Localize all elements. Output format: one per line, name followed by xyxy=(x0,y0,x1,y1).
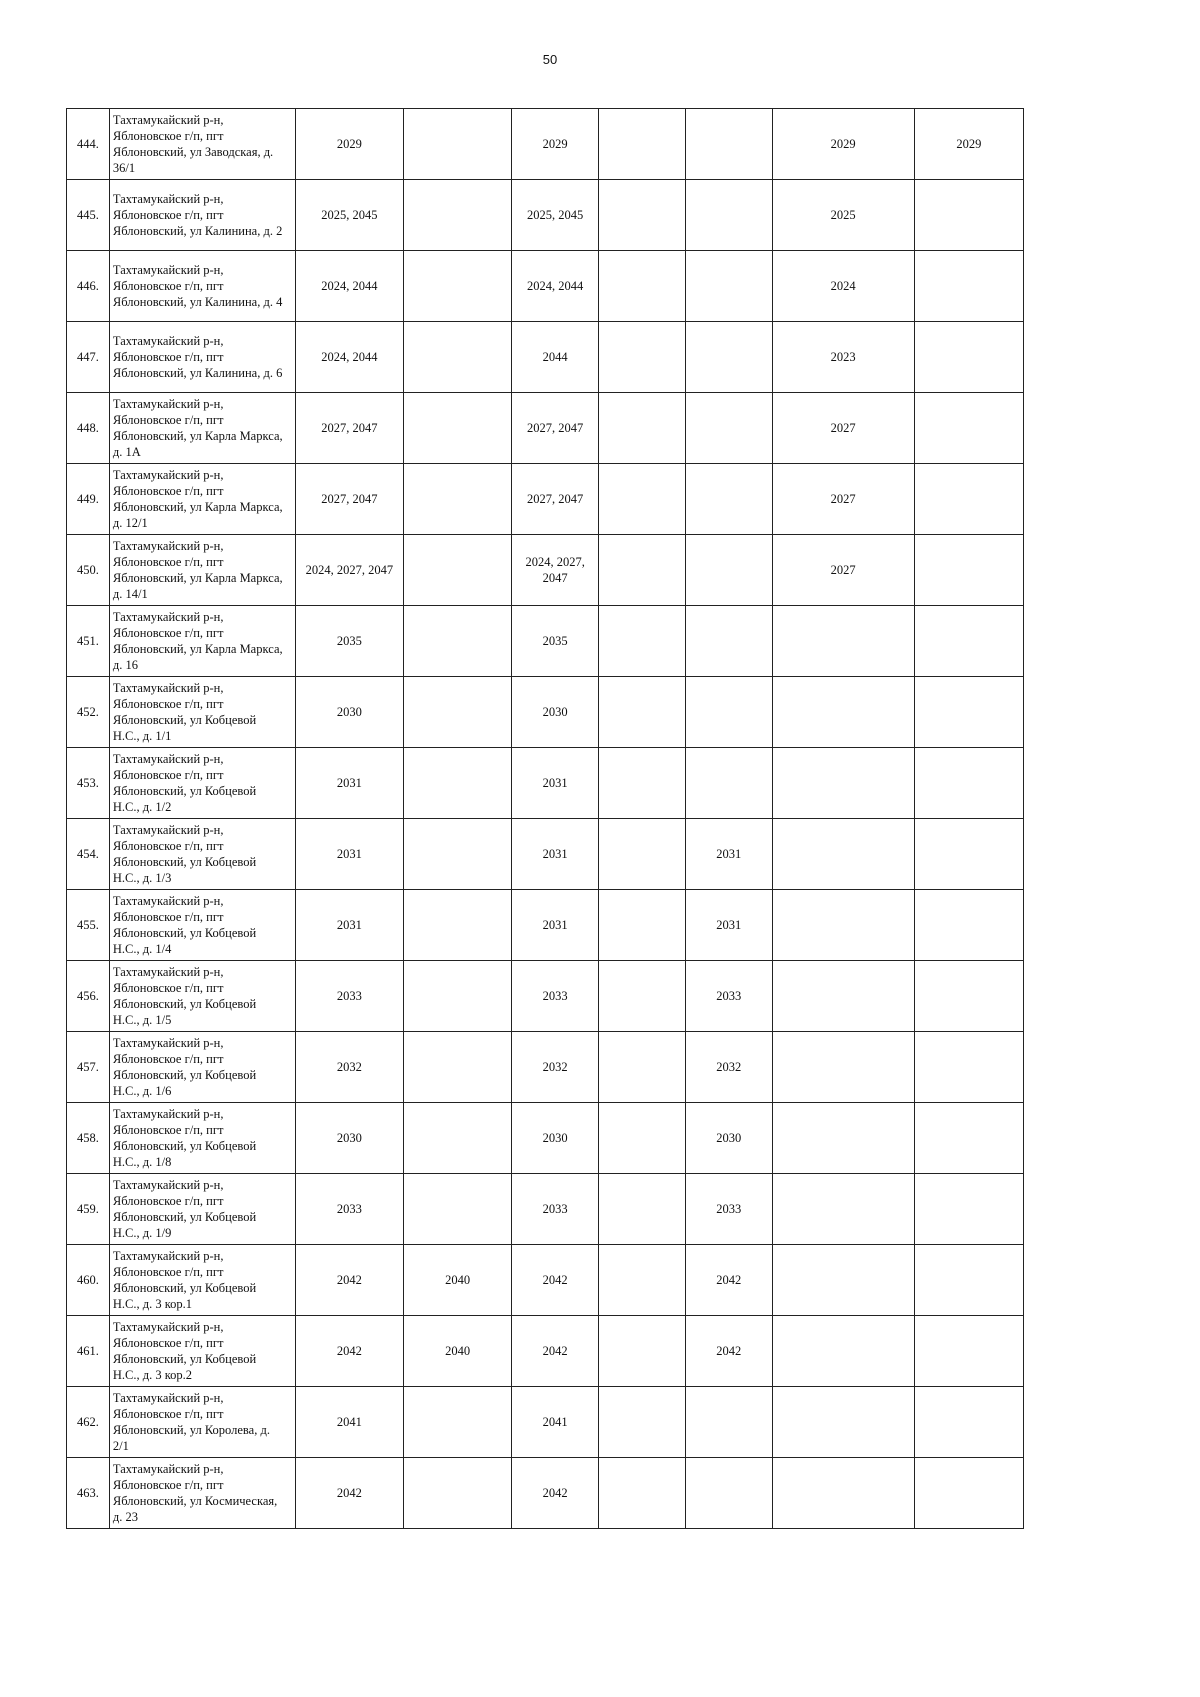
address-line: 36/1 xyxy=(112,161,136,175)
address-cell xyxy=(109,109,295,180)
year-cell xyxy=(685,393,772,464)
table-row xyxy=(67,748,1024,819)
address-line: Тахтамукайский р-н, xyxy=(112,823,224,837)
year-cell xyxy=(685,1387,772,1458)
year-cell xyxy=(685,109,772,180)
year-cell xyxy=(914,606,1023,677)
address-line: д. 1А xyxy=(112,445,141,459)
year-cell: 2033 xyxy=(512,961,599,1032)
year-cell xyxy=(914,251,1023,322)
address-line: Н.С., д. 1/8 xyxy=(112,1155,172,1169)
address-line: Н.С., д. 1/6 xyxy=(112,1084,172,1098)
address-line: Н.С., д. 3 кор.1 xyxy=(112,1297,193,1311)
year-cell xyxy=(404,1387,512,1458)
year-cell: 2024, 2044 xyxy=(295,251,403,322)
year-cell: 2033 xyxy=(295,961,403,1032)
address-line: Яблоновское г/п, пгт xyxy=(112,484,224,498)
year-cell xyxy=(404,464,512,535)
row-number: 449. xyxy=(67,464,110,535)
address-cell xyxy=(109,1316,295,1387)
table-row xyxy=(67,322,1024,393)
year-cell xyxy=(404,748,512,819)
address-line: д. 23 xyxy=(112,1510,139,1524)
year-cell: 2024, 2044 xyxy=(512,251,599,322)
year-cell: 2032 xyxy=(685,1032,772,1103)
year-cell xyxy=(599,109,686,180)
year-cell xyxy=(914,890,1023,961)
year-cell xyxy=(914,1458,1023,1529)
address-line: Яблоновское г/п, пгт xyxy=(112,910,224,924)
year-cell xyxy=(599,1387,686,1458)
year-cell xyxy=(914,464,1023,535)
year-cell xyxy=(685,606,772,677)
address-line: Тахтамукайский р-н, xyxy=(112,334,224,348)
address-cell xyxy=(109,393,295,464)
table-row xyxy=(67,464,1024,535)
address-cell xyxy=(109,961,295,1032)
year-cell: 2042 xyxy=(685,1245,772,1316)
year-cell: 2033 xyxy=(512,1174,599,1245)
address-line: Яблоновский, ул Карла Маркса, xyxy=(112,642,283,656)
year-cell xyxy=(685,748,772,819)
address-line: Яблоновское г/п, пгт xyxy=(112,1407,224,1421)
year-cell: 2025 xyxy=(772,180,914,251)
address-line: Тахтамукайский р-н, xyxy=(112,263,224,277)
year-cell xyxy=(599,322,686,393)
row-number: 450. xyxy=(67,535,110,606)
year-cell: 2024, 2027, 2047 xyxy=(512,535,599,606)
year-cell xyxy=(914,1316,1023,1387)
year-cell: 2032 xyxy=(295,1032,403,1103)
year-cell: 2041 xyxy=(295,1387,403,1458)
address-line: Тахтамукайский р-н, xyxy=(112,752,224,766)
year-cell: 2031 xyxy=(685,890,772,961)
address-line: Тахтамукайский р-н, xyxy=(112,965,224,979)
address-line: Яблоновское г/п, пгт xyxy=(112,1194,224,1208)
row-number: 444. xyxy=(67,109,110,180)
table-row xyxy=(67,1387,1024,1458)
row-number: 458. xyxy=(67,1103,110,1174)
year-cell: 2030 xyxy=(295,1103,403,1174)
year-cell xyxy=(685,677,772,748)
address-cell xyxy=(109,1387,295,1458)
table-row xyxy=(67,1103,1024,1174)
address-line: Яблоновское г/п, пгт xyxy=(112,208,224,222)
year-cell xyxy=(599,535,686,606)
year-cell xyxy=(772,1458,914,1529)
table-row xyxy=(67,677,1024,748)
year-cell xyxy=(914,1245,1023,1316)
year-cell xyxy=(404,1174,512,1245)
year-cell: 2029 xyxy=(772,109,914,180)
row-number: 462. xyxy=(67,1387,110,1458)
year-cell: 2031 xyxy=(512,890,599,961)
row-number: 455. xyxy=(67,890,110,961)
year-cell xyxy=(599,1245,686,1316)
year-cell xyxy=(914,1387,1023,1458)
address-line: Яблоновский, ул Кобцевой xyxy=(112,1352,257,1366)
year-cell: 2042 xyxy=(512,1458,599,1529)
year-cell xyxy=(914,393,1023,464)
table-row xyxy=(67,180,1024,251)
address-cell xyxy=(109,464,295,535)
year-cell: 2042 xyxy=(512,1245,599,1316)
year-cell: 2031 xyxy=(685,819,772,890)
year-cell: 2024, 2027, 2047 xyxy=(295,535,403,606)
year-cell xyxy=(772,1387,914,1458)
address-line: Тахтамукайский р-н, xyxy=(112,610,224,624)
address-line: Тахтамукайский р-н, xyxy=(112,681,224,695)
row-number: 445. xyxy=(67,180,110,251)
year-cell: 2024 xyxy=(772,251,914,322)
address-line: Яблоновский, ул Кобцевой xyxy=(112,997,257,1011)
row-number: 446. xyxy=(67,251,110,322)
year-cell: 2027 xyxy=(772,393,914,464)
year-cell: 2031 xyxy=(512,819,599,890)
year-cell: 2027 xyxy=(772,464,914,535)
row-number: 456. xyxy=(67,961,110,1032)
address-line: Н.С., д. 1/4 xyxy=(112,942,172,956)
address-line: Яблоновское г/п, пгт xyxy=(112,350,224,364)
address-cell xyxy=(109,1032,295,1103)
address-cell xyxy=(109,819,295,890)
address-cell xyxy=(109,677,295,748)
row-number: 453. xyxy=(67,748,110,819)
address-cell xyxy=(109,535,295,606)
row-number: 454. xyxy=(67,819,110,890)
address-cell xyxy=(109,1245,295,1316)
address-line: Яблоновский, ул Карла Маркса, xyxy=(112,571,283,585)
year-cell: 2025, 2045 xyxy=(295,180,403,251)
address-line: Яблоновский, ул Кобцевой xyxy=(112,713,257,727)
table-row xyxy=(67,819,1024,890)
address-line: Яблоновское г/п, пгт xyxy=(112,981,224,995)
address-line: Яблоновский, ул Калинина, д. 6 xyxy=(112,366,283,380)
address-line: Яблоновское г/п, пгт xyxy=(112,626,224,640)
year-cell xyxy=(772,748,914,819)
year-cell xyxy=(914,819,1023,890)
year-cell xyxy=(914,1032,1023,1103)
year-cell xyxy=(772,1316,914,1387)
address-line: Н.С., д. 1/3 xyxy=(112,871,172,885)
year-cell xyxy=(914,677,1023,748)
year-cell: 2029 xyxy=(512,109,599,180)
address-line: Яблоновское г/п, пгт xyxy=(112,1336,224,1350)
year-cell: 2033 xyxy=(685,1174,772,1245)
year-cell: 2025, 2045 xyxy=(512,180,599,251)
year-cell xyxy=(914,535,1023,606)
address-line: Яблоновское г/п, пгт xyxy=(112,1265,224,1279)
address-line: Тахтамукайский р-н, xyxy=(112,1320,224,1334)
year-cell xyxy=(599,1458,686,1529)
row-number: 448. xyxy=(67,393,110,464)
year-cell: 2027, 2047 xyxy=(512,464,599,535)
address-cell xyxy=(109,1458,295,1529)
year-cell xyxy=(404,1458,512,1529)
year-cell xyxy=(685,464,772,535)
year-cell xyxy=(404,180,512,251)
table-row xyxy=(67,1174,1024,1245)
year-cell xyxy=(599,1316,686,1387)
year-cell xyxy=(404,1103,512,1174)
year-cell: 2027 xyxy=(772,535,914,606)
address-line: Н.С., д. 1/1 xyxy=(112,729,172,743)
year-cell: 2040 xyxy=(404,1245,512,1316)
year-cell: 2040 xyxy=(404,1316,512,1387)
year-cell xyxy=(914,748,1023,819)
table-row xyxy=(67,890,1024,961)
address-line: Тахтамукайский р-н, xyxy=(112,1391,224,1405)
year-cell: 2042 xyxy=(295,1316,403,1387)
year-cell xyxy=(599,251,686,322)
year-cell: 2033 xyxy=(295,1174,403,1245)
year-cell xyxy=(404,251,512,322)
year-cell xyxy=(772,1245,914,1316)
address-line: Тахтамукайский р-н, xyxy=(112,397,224,411)
address-line: Тахтамукайский р-н, xyxy=(112,539,224,553)
year-cell: 2032 xyxy=(512,1032,599,1103)
year-cell xyxy=(404,961,512,1032)
year-cell xyxy=(772,1103,914,1174)
table-body xyxy=(67,109,1024,1529)
year-cell xyxy=(404,1032,512,1103)
year-cell: 2029 xyxy=(914,109,1023,180)
address-line: Яблоновское г/п, пгт xyxy=(112,413,224,427)
year-cell: 2044 xyxy=(512,322,599,393)
year-cell xyxy=(404,322,512,393)
year-cell: 2042 xyxy=(295,1458,403,1529)
year-cell: 2031 xyxy=(512,748,599,819)
address-line: Тахтамукайский р-н, xyxy=(112,113,224,127)
address-cell xyxy=(109,1103,295,1174)
year-cell xyxy=(599,180,686,251)
year-cell xyxy=(772,890,914,961)
address-line: Яблоновский, ул Карла Маркса, xyxy=(112,429,283,443)
row-number: 452. xyxy=(67,677,110,748)
address-line: Яблоновское г/п, пгт xyxy=(112,1052,224,1066)
address-line: Яблоновское г/п, пгт xyxy=(112,1123,224,1137)
address-line: Тахтамукайский р-н, xyxy=(112,1107,224,1121)
address-line: Тахтамукайский р-н, xyxy=(112,468,224,482)
year-cell xyxy=(772,819,914,890)
page-number: 50 xyxy=(542,52,558,67)
row-number: 463. xyxy=(67,1458,110,1529)
year-cell: 2035 xyxy=(512,606,599,677)
year-cell xyxy=(685,535,772,606)
row-number: 459. xyxy=(67,1174,110,1245)
schedule-table-container xyxy=(66,108,1024,1529)
address-line: Яблоновский, ул Калинина, д. 4 xyxy=(112,295,283,309)
table-row xyxy=(67,109,1024,180)
table-row xyxy=(67,606,1024,677)
table-row xyxy=(67,1245,1024,1316)
year-cell: 2024, 2044 xyxy=(295,322,403,393)
row-number: 457. xyxy=(67,1032,110,1103)
address-line: Яблоновское г/п, пгт xyxy=(112,279,224,293)
address-line: Тахтамукайский р-н, xyxy=(112,894,224,908)
year-cell xyxy=(685,322,772,393)
year-cell xyxy=(599,1032,686,1103)
year-cell xyxy=(914,961,1023,1032)
address-line: Яблоновский, ул Кобцевой xyxy=(112,1210,257,1224)
year-cell xyxy=(599,1103,686,1174)
year-cell xyxy=(685,180,772,251)
year-cell: 2030 xyxy=(685,1103,772,1174)
year-cell xyxy=(685,251,772,322)
year-cell xyxy=(404,109,512,180)
address-line: Яблоновское г/п, пгт xyxy=(112,129,224,143)
address-line: Н.С., д. 1/5 xyxy=(112,1013,172,1027)
address-line: Яблоновский, ул Кобцевой xyxy=(112,1139,257,1153)
address-line: Н.С., д. 1/2 xyxy=(112,800,172,814)
year-cell xyxy=(599,748,686,819)
year-cell xyxy=(404,890,512,961)
year-cell: 2031 xyxy=(295,748,403,819)
year-cell xyxy=(404,606,512,677)
year-cell xyxy=(772,606,914,677)
address-line: Н.С., д. 1/9 xyxy=(112,1226,172,1240)
address-line: Тахтамукайский р-н, xyxy=(112,1178,224,1192)
address-line: Яблоновское г/п, пгт xyxy=(112,555,224,569)
row-number: 461. xyxy=(67,1316,110,1387)
year-cell: 2041 xyxy=(512,1387,599,1458)
address-line: д. 14/1 xyxy=(112,587,148,601)
year-cell: 2027, 2047 xyxy=(295,393,403,464)
year-cell: 2033 xyxy=(685,961,772,1032)
year-cell xyxy=(404,535,512,606)
address-cell xyxy=(109,890,295,961)
address-line: 2/1 xyxy=(112,1439,129,1453)
year-cell xyxy=(599,961,686,1032)
address-line: Яблоновский, ул Кобцевой xyxy=(112,855,257,869)
address-line: Яблоновский, ул Калинина, д. 2 xyxy=(112,224,283,238)
row-number: 451. xyxy=(67,606,110,677)
address-line: Яблоновский, ул Кобцевой xyxy=(112,926,257,940)
year-cell xyxy=(404,393,512,464)
year-cell: 2031 xyxy=(295,890,403,961)
year-cell xyxy=(404,819,512,890)
address-cell xyxy=(109,322,295,393)
table-row xyxy=(67,1316,1024,1387)
year-cell xyxy=(599,890,686,961)
address-line: Яблоновское г/п, пгт xyxy=(112,768,224,782)
year-cell xyxy=(914,1103,1023,1174)
address-line: д. 16 xyxy=(112,658,139,672)
address-cell xyxy=(109,748,295,819)
year-cell xyxy=(914,1174,1023,1245)
year-cell: 2042 xyxy=(295,1245,403,1316)
address-cell xyxy=(109,251,295,322)
address-line: Яблоновский, ул Королева, д. xyxy=(112,1423,270,1437)
year-cell: 2027, 2047 xyxy=(295,464,403,535)
year-cell xyxy=(599,819,686,890)
year-cell xyxy=(772,1032,914,1103)
address-line: Яблоновский, ул Кобцевой xyxy=(112,1281,257,1295)
year-cell: 2042 xyxy=(512,1316,599,1387)
year-cell xyxy=(914,180,1023,251)
year-cell xyxy=(772,677,914,748)
address-cell xyxy=(109,180,295,251)
year-cell xyxy=(599,464,686,535)
address-line: Яблоновский, ул Космическая, xyxy=(112,1494,278,1508)
address-line: Яблоновское г/п, пгт xyxy=(112,697,224,711)
year-cell xyxy=(599,606,686,677)
year-cell: 2035 xyxy=(295,606,403,677)
year-cell: 2030 xyxy=(512,677,599,748)
table-row xyxy=(67,393,1024,464)
year-cell: 2031 xyxy=(295,819,403,890)
year-cell: 2027, 2047 xyxy=(512,393,599,464)
year-cell xyxy=(685,1458,772,1529)
table-row xyxy=(67,961,1024,1032)
table-row xyxy=(67,535,1024,606)
address-line: Яблоновское г/п, пгт xyxy=(112,1478,224,1492)
year-cell: 2030 xyxy=(295,677,403,748)
table-row xyxy=(67,1458,1024,1529)
address-line: Яблоновский, ул Заводская, д. xyxy=(112,145,274,159)
year-cell xyxy=(772,961,914,1032)
address-line: Яблоновский, ул Карла Маркса, xyxy=(112,500,283,514)
address-line: Тахтамукайский р-н, xyxy=(112,192,224,206)
table-row xyxy=(67,1032,1024,1103)
address-line: Яблоновский, ул Кобцевой xyxy=(112,784,257,798)
address-line: д. 12/1 xyxy=(112,516,148,530)
year-cell: 2029 xyxy=(295,109,403,180)
year-cell xyxy=(404,677,512,748)
row-number: 460. xyxy=(67,1245,110,1316)
year-cell: 2042 xyxy=(685,1316,772,1387)
address-line: Тахтамукайский р-н, xyxy=(112,1036,224,1050)
address-line: Яблоновское г/п, пгт xyxy=(112,839,224,853)
year-cell xyxy=(599,1174,686,1245)
address-line: Н.С., д. 3 кор.2 xyxy=(112,1368,193,1382)
year-cell xyxy=(772,1174,914,1245)
year-cell xyxy=(599,677,686,748)
address-line: Тахтамукайский р-н, xyxy=(112,1462,224,1476)
address-cell xyxy=(109,606,295,677)
year-cell: 2023 xyxy=(772,322,914,393)
year-cell: 2030 xyxy=(512,1103,599,1174)
year-cell xyxy=(599,393,686,464)
row-number: 447. xyxy=(67,322,110,393)
table-row xyxy=(67,251,1024,322)
year-cell xyxy=(914,322,1023,393)
schedule-table xyxy=(66,108,1024,1529)
address-line: Яблоновский, ул Кобцевой xyxy=(112,1068,257,1082)
address-cell xyxy=(109,1174,295,1245)
address-line: Тахтамукайский р-н, xyxy=(112,1249,224,1263)
